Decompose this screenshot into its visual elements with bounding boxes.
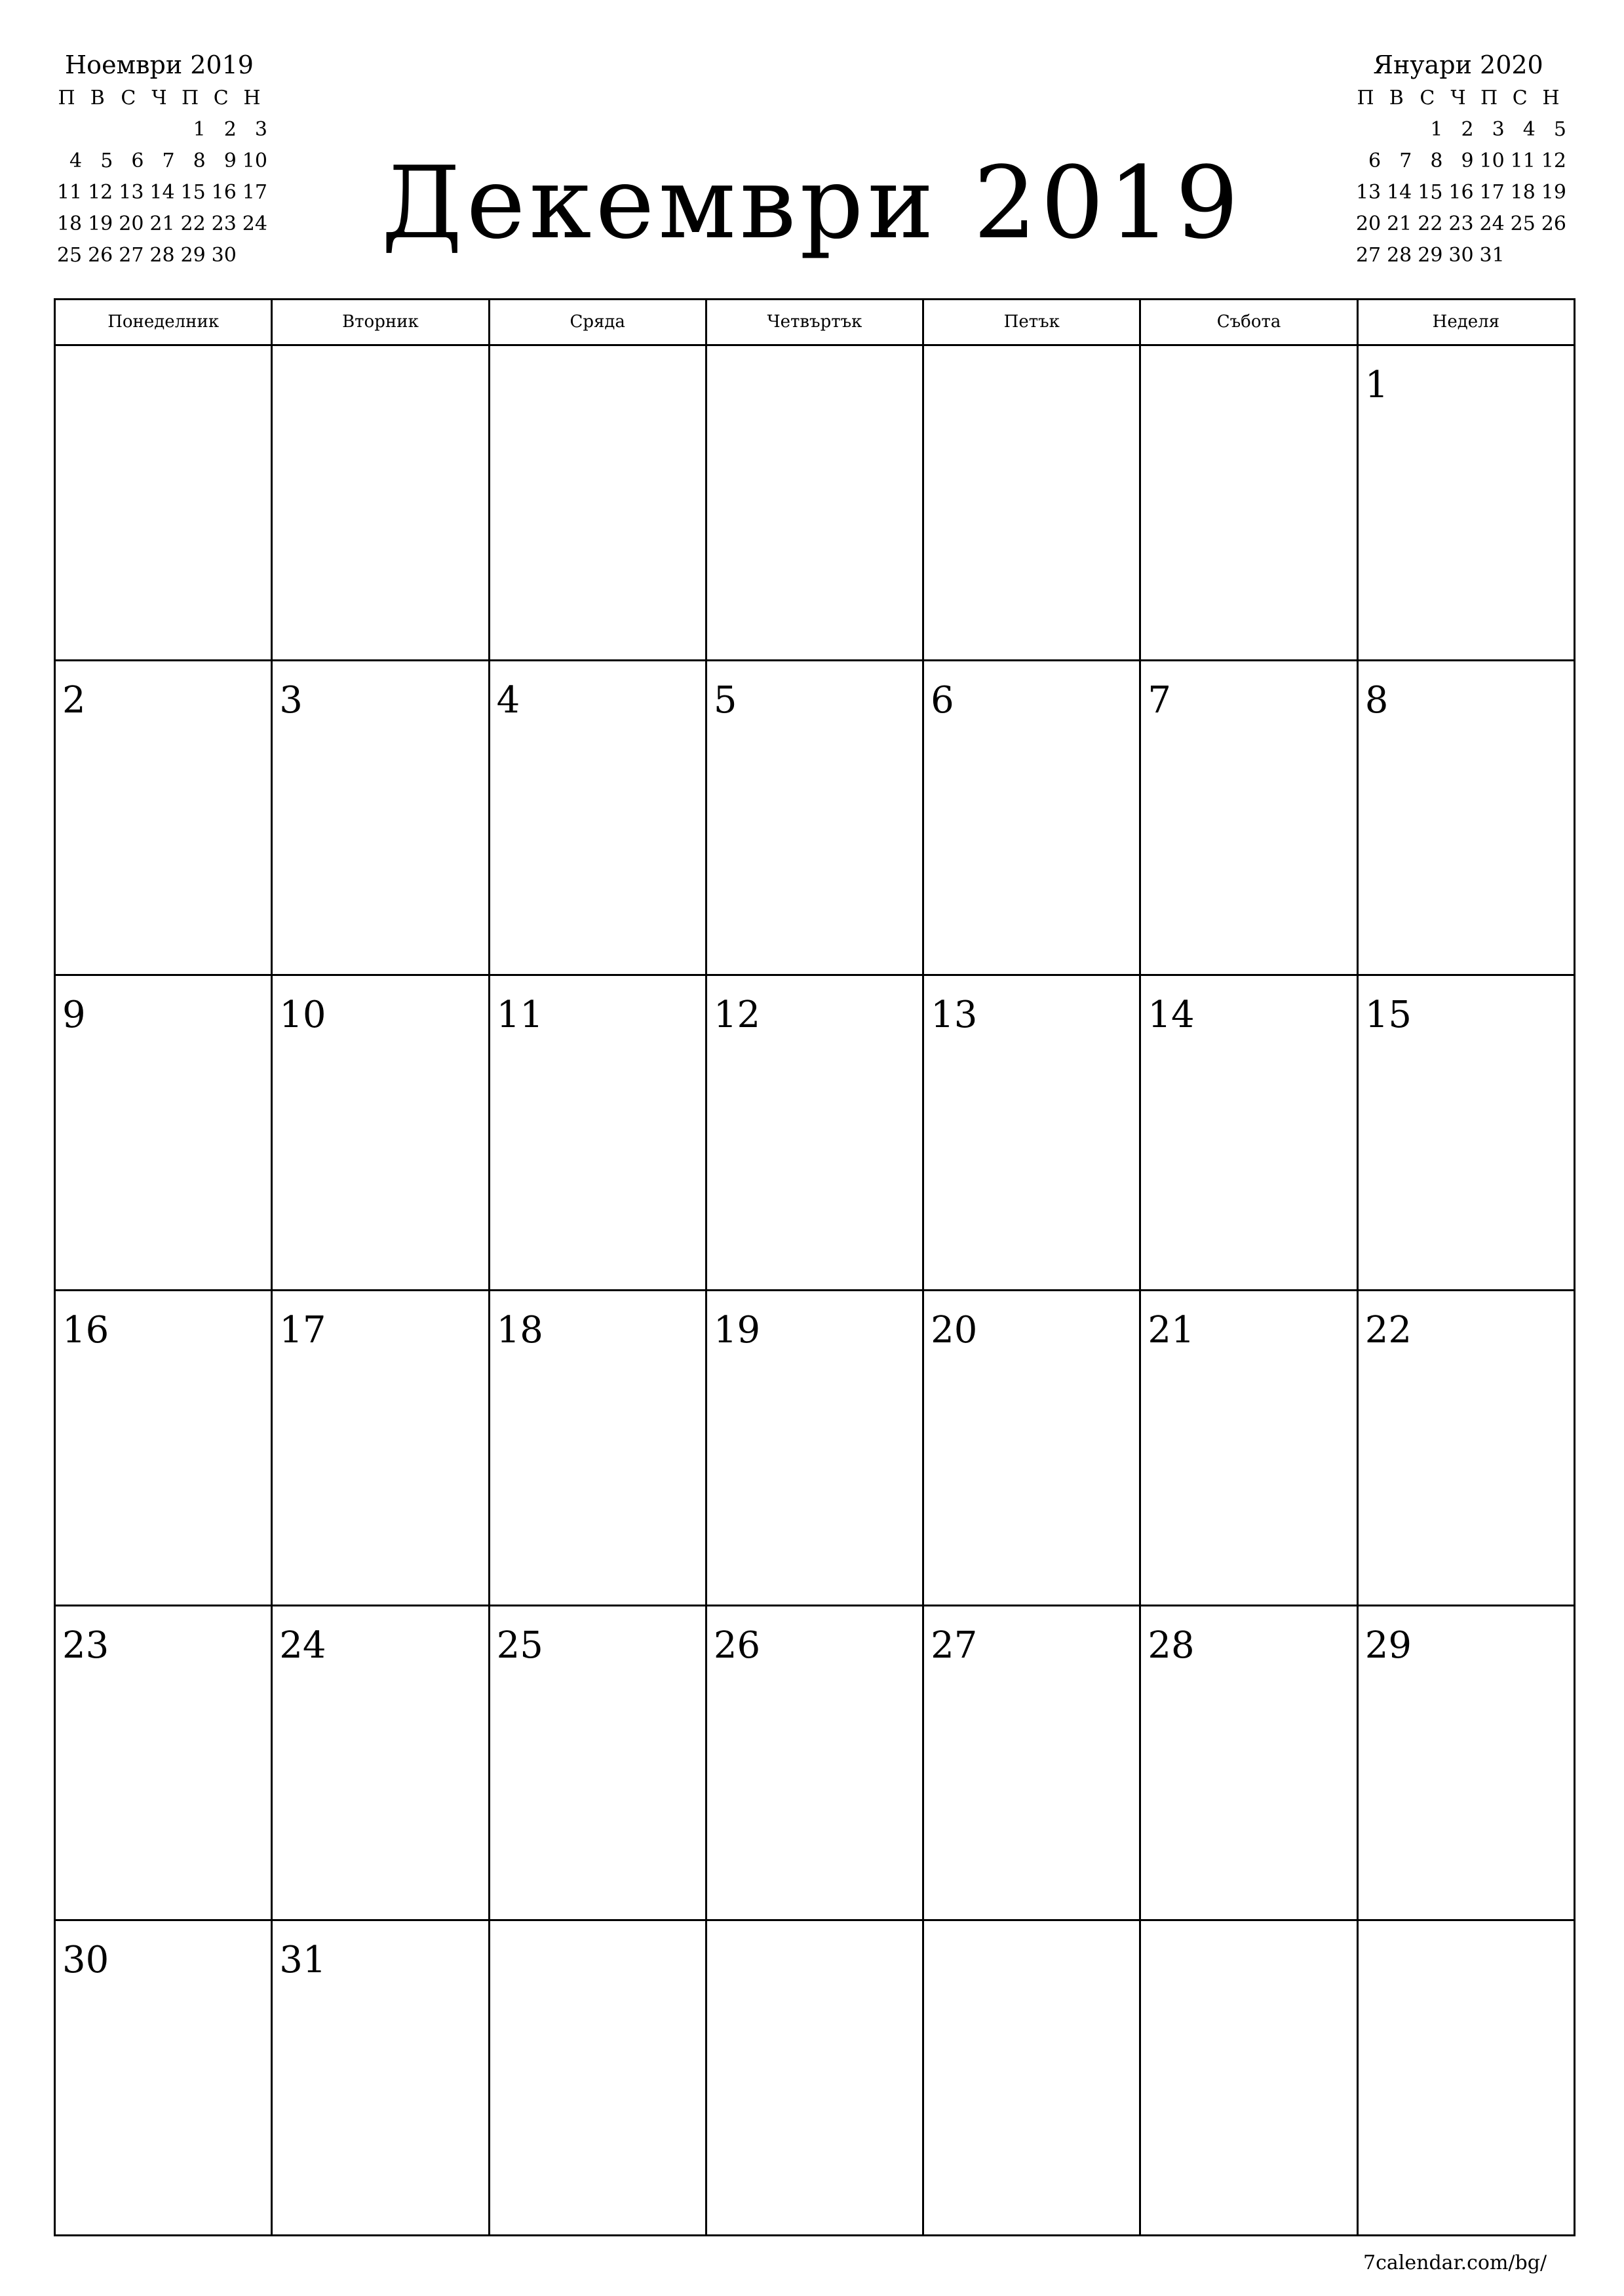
mini-day-header: Ч [151,87,167,109]
day-number: 5 [713,678,737,722]
day-cell [924,1921,1141,2236]
mini-day-number: 9 [1461,149,1474,172]
day-number: 20 [931,1308,978,1352]
mini-day-header: П [1357,87,1374,109]
mini-day-number: 17 [1479,181,1505,204]
mini-day-number: 2 [223,118,237,141]
day-number: 22 [1364,1308,1412,1352]
day-number: 25 [496,1624,543,1667]
mini-day-number: 29 [180,244,206,267]
day-cell [56,661,273,977]
mini-day-number: 12 [88,181,113,204]
mini-day-number: 16 [1448,181,1474,204]
day-cell [490,1606,707,1922]
day-cell [1359,1291,1576,1606]
day-number: 21 [1148,1308,1195,1352]
day-cell [490,1921,707,2236]
mini-day-header: В [90,87,105,109]
mini-day-number: 6 [131,149,144,172]
mini-day-number: 20 [119,212,144,235]
day-cell [273,1606,490,1922]
day-number: 19 [713,1308,761,1352]
mini-calendar-title: Ноември 2019 [65,50,254,79]
day-number: 24 [279,1624,326,1667]
day-number: 12 [713,994,761,1037]
day-number: 7 [1148,678,1172,722]
mini-day-number [1505,240,1536,271]
mini-day-number: 10 [1479,149,1505,172]
day-number: 17 [279,1308,326,1352]
day-cell [1359,346,1576,661]
mini-day-number: 8 [193,149,206,172]
weekday-header: Събота [1141,300,1358,346]
day-cell [273,346,490,661]
footer-url: 7calendar.com/bg/ [1363,2251,1547,2274]
day-cell [924,976,1141,1291]
mini-day-number: 13 [119,181,144,204]
mini-day-number: 8 [1430,149,1443,172]
weekday-header: Петък [924,300,1141,346]
mini-day-number: 31 [1479,244,1505,267]
day-cell [1359,1606,1576,1922]
mini-day-number: 30 [1448,244,1474,267]
mini-day-number: 19 [1541,181,1566,204]
day-number: 18 [496,1308,543,1352]
mini-day-number: 18 [56,212,83,235]
mini-day-header: С [213,87,229,109]
day-number: 30 [62,1939,109,1982]
mini-day-number: 15 [1418,181,1443,204]
weekday-header: Вторник [273,300,490,346]
day-number: 29 [1364,1624,1412,1667]
mini-day-number: 18 [1510,181,1536,204]
day-cell [1141,1291,1358,1606]
mini-day-number: 17 [242,181,267,204]
mini-day-number: 23 [211,212,237,235]
mini-calendar-grid [1350,83,1566,271]
mini-calendar-title: Януари 2020 [1373,50,1543,79]
day-cell [707,1606,924,1922]
day-cell [707,346,924,661]
day-cell [1141,346,1358,661]
day-cell [56,1291,273,1606]
day-number: 8 [1364,678,1389,722]
day-cell [707,976,924,1291]
mini-day-number [1350,114,1381,146]
day-number: 11 [496,994,543,1037]
day-cell [56,1606,273,1922]
day-cell [707,661,924,977]
mini-day-number: 10 [242,149,267,172]
day-number: 2 [62,678,86,722]
mini-day-number: 29 [1418,244,1443,267]
day-number: 10 [279,994,326,1037]
mini-day-header: С [1512,87,1528,109]
day-number: 3 [279,678,303,722]
day-cell [1141,661,1358,977]
mini-day-number: 22 [180,212,206,235]
day-number: 23 [62,1624,109,1667]
day-cell [924,346,1141,661]
day-number: 26 [713,1624,761,1667]
mini-day-number: 7 [1399,149,1412,172]
mini-day-number: 12 [1541,149,1566,172]
day-cell [924,1606,1141,1922]
day-cell [273,661,490,977]
mini-day-number: 14 [1387,181,1412,204]
mini-day-header: Н [1542,87,1560,109]
mini-day-number: 28 [149,244,175,267]
day-cell [1141,1606,1358,1922]
mini-day-number [1536,240,1566,271]
mini-day-number [1381,114,1412,146]
day-number: 28 [1148,1624,1195,1667]
mini-day-header: С [1420,87,1435,109]
day-cell [1359,661,1576,977]
mini-day-number: 22 [1418,212,1443,235]
day-cell [707,1291,924,1606]
day-number: 15 [1364,994,1412,1037]
mini-day-header: В [1389,87,1404,109]
mini-day-number: 24 [242,212,267,235]
mini-day-number: 27 [1355,244,1382,267]
mini-day-number: 26 [88,244,113,267]
day-number: 16 [62,1308,109,1352]
day-number: 6 [931,678,954,722]
day-cell [56,346,273,661]
mini-day-number: 4 [1522,118,1536,141]
day-number: 9 [62,994,86,1037]
mini-day-header: Н [243,87,261,109]
day-cell [490,976,707,1291]
mini-day-number: 21 [1387,212,1412,235]
mini-day-header: С [121,87,136,109]
mini-day-header: П [1480,87,1498,109]
mini-day-number: 1 [193,118,206,141]
mini-day-number: 9 [223,149,237,172]
mini-day-number: 26 [1541,212,1566,235]
day-cell [273,1291,490,1606]
mini-day-number: 25 [56,244,83,267]
day-cell [56,1921,273,2236]
mini-day-number: 7 [162,149,175,172]
day-number: 27 [931,1624,978,1667]
mini-day-number: 13 [1355,181,1382,204]
mini-day-number: 6 [1368,149,1382,172]
day-cell [490,346,707,661]
day-cell [56,976,273,1291]
mini-day-number: 4 [69,149,83,172]
weekday-header: Сряда [490,300,707,346]
weekday-header: Понеделник [56,300,273,346]
mini-day-number: 19 [88,212,113,235]
day-number: 14 [1148,994,1195,1037]
weekday-header: Четвъртък [707,300,924,346]
mini-day-header: П [182,87,199,109]
day-cell [1359,1921,1576,2236]
mini-day-number: 5 [100,149,113,172]
day-number: 13 [931,994,978,1037]
mini-day-number: 3 [254,118,267,141]
mini-day-number: 2 [1461,118,1474,141]
mini-day-header: Ч [1450,87,1466,109]
day-cell [490,1291,707,1606]
day-number: 1 [1364,364,1389,406]
day-cell [924,661,1141,977]
day-cell [924,1291,1141,1606]
mini-day-number: 27 [119,244,144,267]
mini-day-number: 20 [1355,212,1382,235]
mini-day-number: 14 [149,181,175,204]
mini-day-number: 23 [1448,212,1474,235]
page-title: Декември 2019 [381,145,1243,261]
mini-day-number: 16 [211,181,237,204]
mini-day-number: 24 [1479,212,1505,235]
day-cell [490,661,707,977]
day-cell [1359,976,1576,1291]
month-grid [54,298,1576,2236]
day-cell [707,1921,924,2236]
mini-day-number: 11 [56,181,83,204]
day-number: 31 [279,1939,326,1982]
mini-calendar-next-month [1350,47,1566,271]
weekday-header: Неделя [1359,300,1576,346]
mini-day-number: 1 [1430,118,1443,141]
day-cell [273,1921,490,2236]
mini-day-number: 3 [1492,118,1505,141]
mini-day-header: П [58,87,75,109]
day-cell [1141,976,1358,1291]
day-number: 4 [496,678,520,722]
mini-day-number: 5 [1553,118,1566,141]
mini-day-number: 28 [1387,244,1412,267]
mini-day-number: 15 [180,181,206,204]
day-cell [1141,1921,1358,2236]
mini-day-number: 25 [1510,212,1536,235]
mini-day-number: 30 [211,244,237,267]
mini-day-number: 21 [149,212,175,235]
mini-day-number: 11 [1510,149,1536,172]
day-cell [273,976,490,1291]
